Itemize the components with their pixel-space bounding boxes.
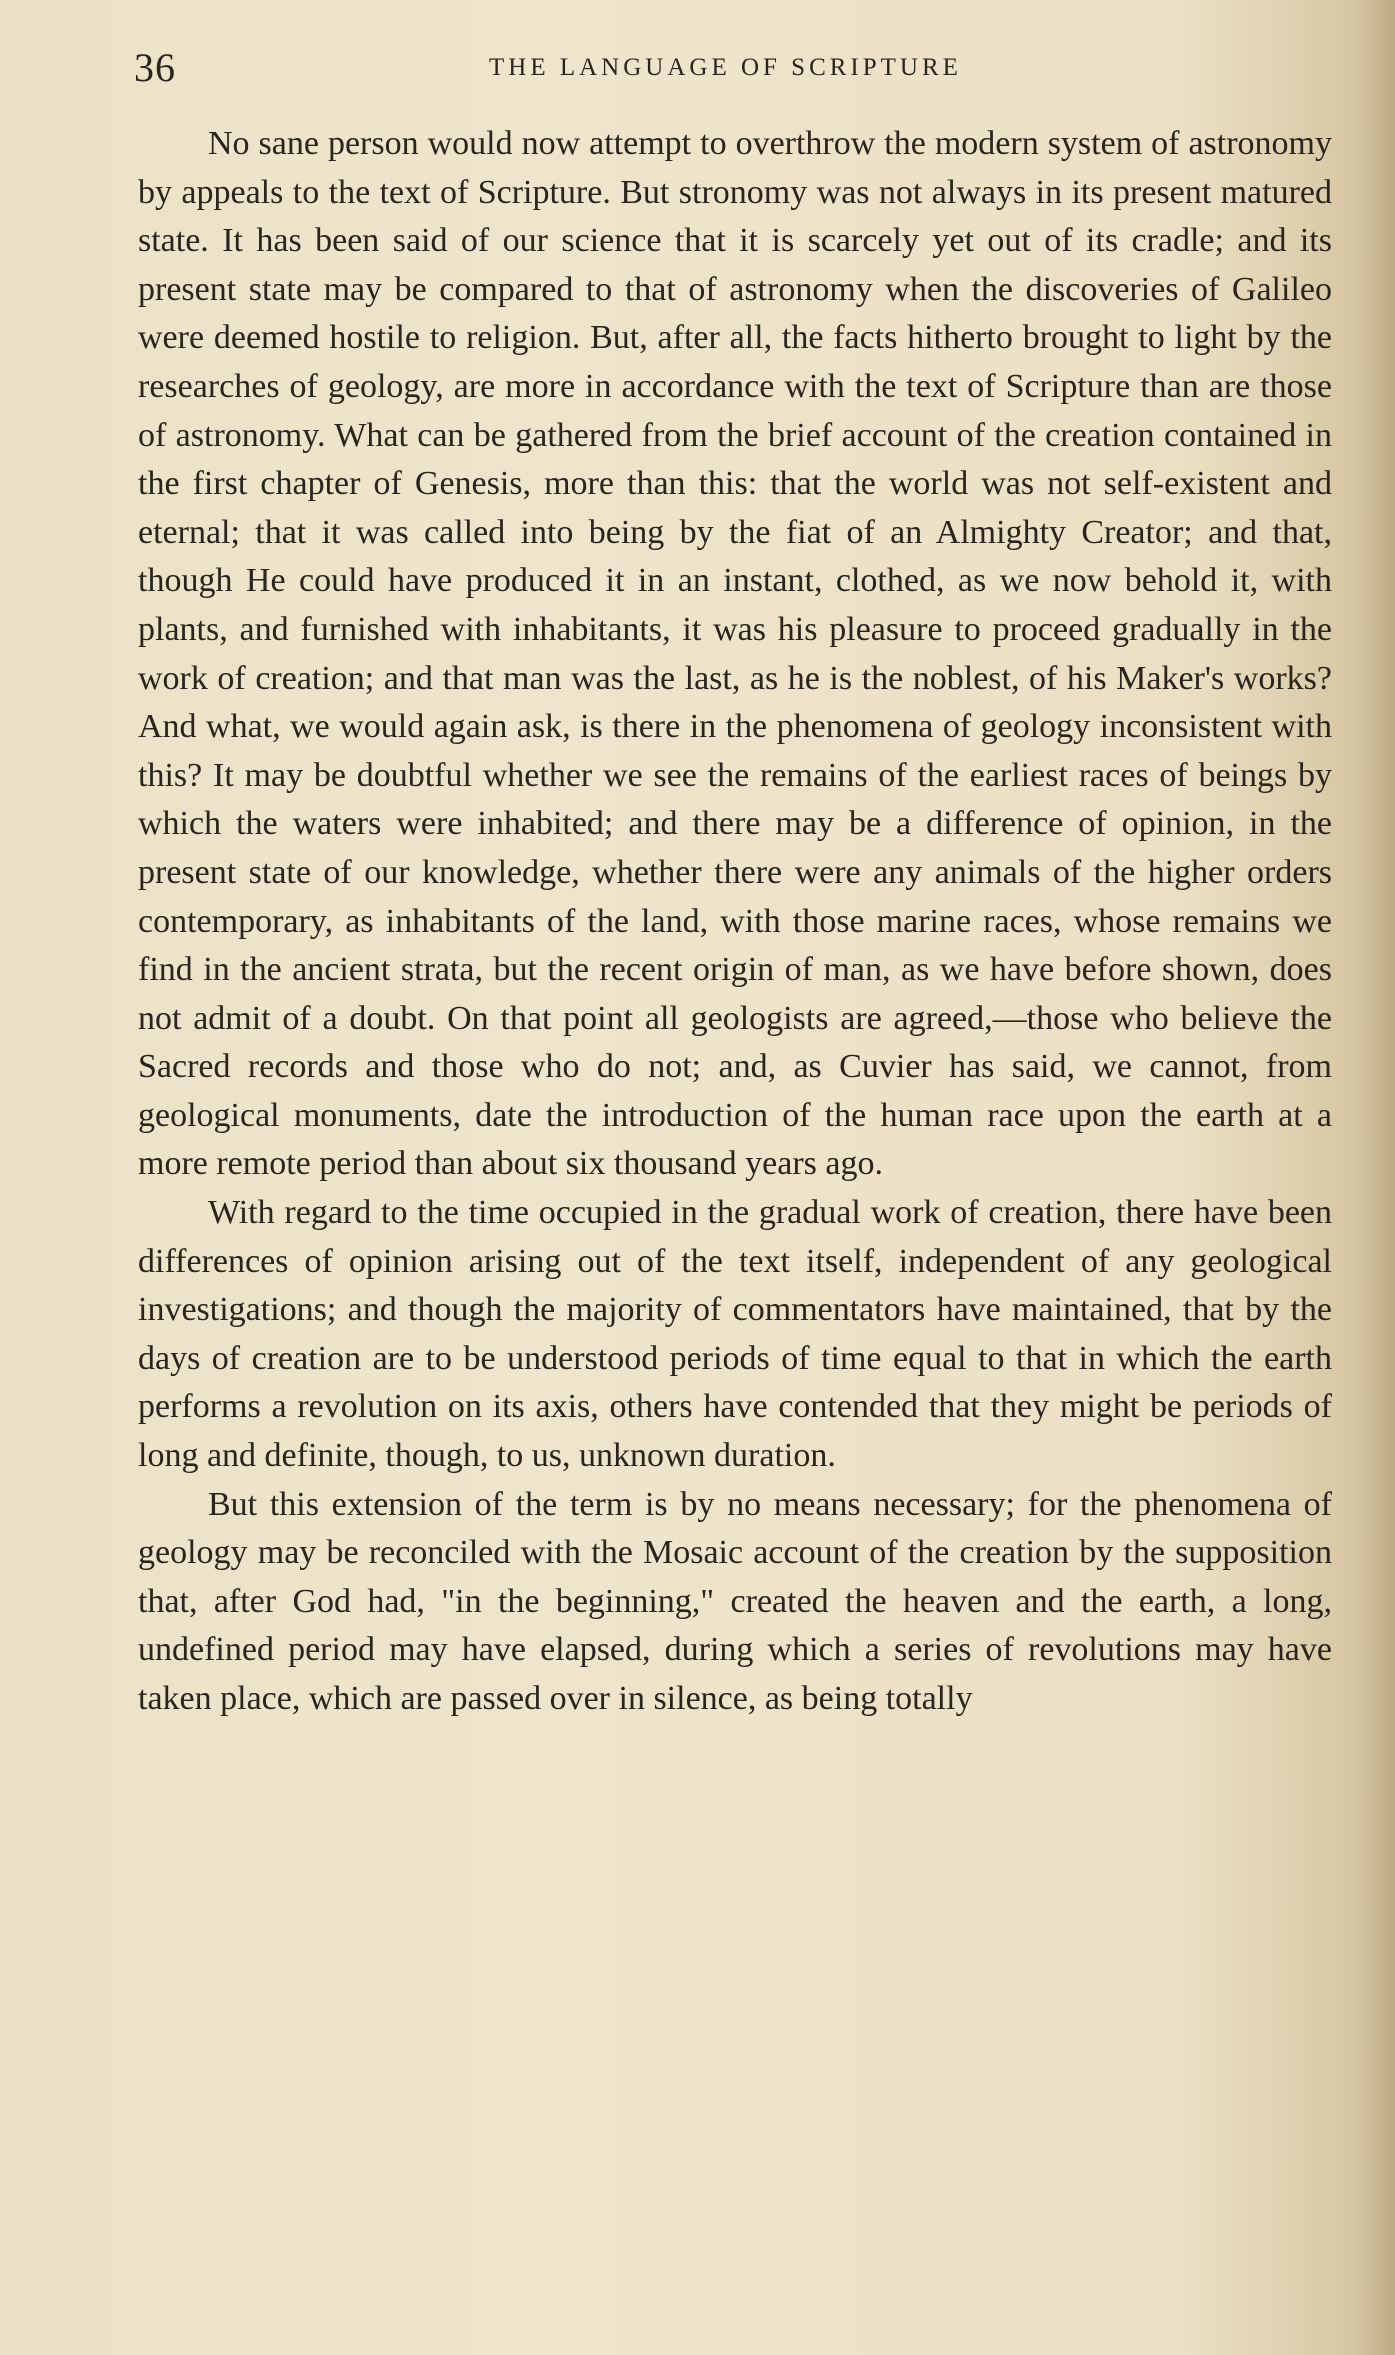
paragraph: But this extension of the term is by no means necessary; for the phenomena of geology may be reconciled with the Mosaic account of the creation by the supposition that, after God had, "in the beginning," created the heaven and the earth, a long, undefined period may have elapsed, during which a series of revolutions may have taken place, which are passed over in silence, as being totally xyxy=(138,1485,1332,1717)
paragraph: With regard to the time occupied in the gradual work of creation, there have been differences of opinion arising out of the text itself, independent of any geological investigations; and though the majority of commentators have maintained, that by the days of creation are to be understood periods of time equal to that in which the earth performs a revolution on its axis, others have contended that they might be periods of long and definite, though, to us, unknown duration. xyxy=(138,1194,1332,1475)
page-edge-shadow xyxy=(1355,0,1395,2355)
running-head: THE LANGUAGE OF SCRIPTURE xyxy=(489,54,962,81)
page-number: 36 xyxy=(134,45,176,90)
page-header xyxy=(134,44,1330,94)
paragraph: No sane person would now attempt to overthrow the modern system of astronomy by appeals to the text of Scripture. But stronomy was not always in its present matured state. It has been said of our science that it is scarcely yet out of its cradle; and its present state may be compared to that of astronomy when the discoveries of Galileo were deemed hostile to religion. But, after all, the facts hitherto brought to light by the researches of geology, are more in accordance with the text of Scripture than are those of astronomy. What can be gathered from the brief account of the creation contained in the first chapter of Genesis, more than this: that the world was not self-existent and eternal; that it was called into being by the fiat of an Almighty Creator; and that, though He could have produced it in an instant, clothed, as we now behold it, with plants, and furnished with inhabitants, it was his pleasure to proceed gradually in the work of creation; and that man was the last, as he is the noblest, of his Maker's works? And what, we would again ask, is there in the phenomena of geology inconsistent with this? It may be doubtful whether we see the remains of the earliest races of beings by which the waters were inhabited; and there may be a difference of opinion, in the present state of our knowledge, whether there were any animals of the higher orders contemporary, as inhabitants of the land, with those marine races, whose remains we find in the ancient strata, but the recent origin of man, as we have before shown, does not admit of a doubt. On that point all geologists are agreed,—those who believe the Sacred records and those who do not; and, as Cuvier has said, we cannot, from geological monuments, date the introduction of the human race upon the earth at a more remote period than about six thousand years ago. xyxy=(138,125,1332,1183)
body-text xyxy=(138,120,1332,1724)
